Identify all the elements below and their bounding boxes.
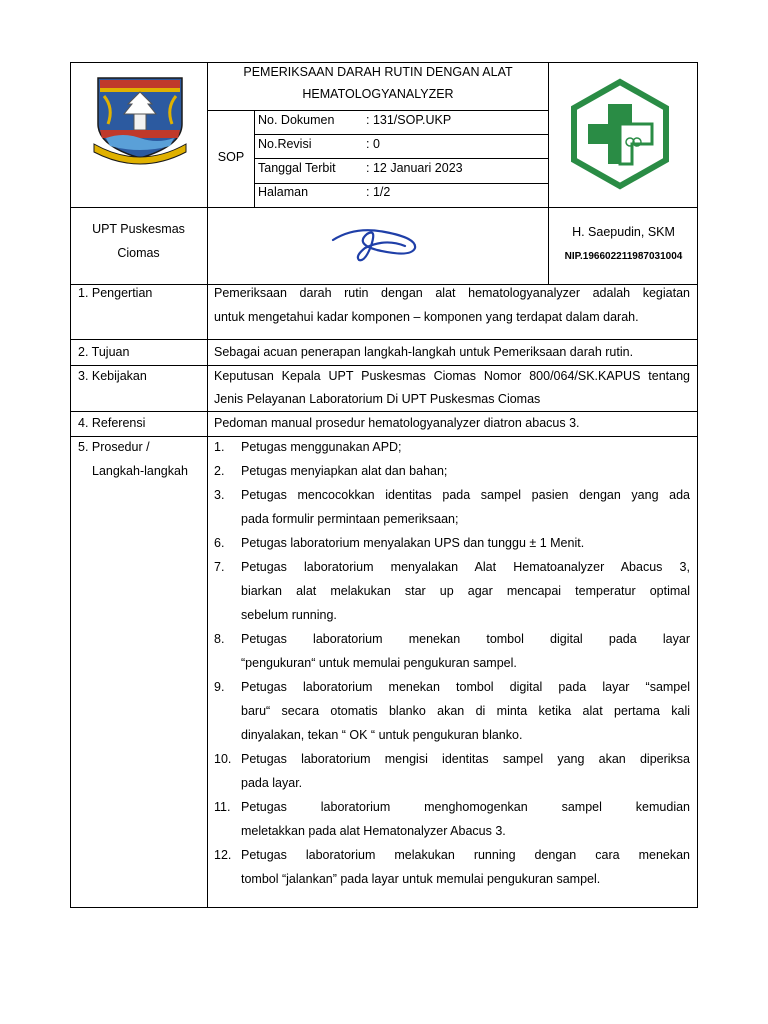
step-text: sebelum running. <box>241 608 337 622</box>
step-text: pada layar. <box>241 776 303 790</box>
step-text: Petugas laboratorium menyalakan UPS dan tunggu ± 1 Menit. <box>241 536 585 550</box>
step-text: Petugas laboratorium melakukan running dengan cara menekan <box>241 848 690 862</box>
step-number: 2. <box>214 464 225 478</box>
sop-label: SOP <box>217 150 245 164</box>
step-number: 3. <box>214 488 225 502</box>
signer-nip: NIP.196602211987031004 <box>564 251 683 262</box>
section-label-prosedur-2: Langkah-langkah <box>92 464 188 478</box>
step-number: 6. <box>214 536 225 550</box>
step-text: biarkan alat melakukan star up agar mencapai temperatur optimal <box>241 584 690 598</box>
org-name-line-1: UPT Puskesmas <box>92 222 185 236</box>
step-text: Petugas laboratorium mengisi identitas sampel yang akan diperiksa <box>241 752 690 766</box>
divider-header <box>70 207 698 208</box>
kebijakan-line-1: Keputusan Kepala UPT Puskesmas Ciomas Nomor 800/064/SK.KAPUS tentang <box>214 369 690 383</box>
step-text: Petugas laboratorium menekan tombol digital pada layar <box>241 632 690 646</box>
step-text: meletakkan pada alat Hematonalyzer Abacus 3. <box>241 824 506 838</box>
step-number: 12. <box>214 848 232 862</box>
step-text: Petugas menyiapkan alat dan bahan; <box>241 464 448 478</box>
section-label-kebijakan: 3. Kebijakan <box>78 369 147 383</box>
step-number: 7. <box>214 560 225 574</box>
meta-value-revision: : 0 <box>366 137 380 151</box>
section-label-tujuan: 2. Tujuan <box>78 345 130 359</box>
meta-value-date: : 12 Januari 2023 <box>366 161 463 175</box>
border-right <box>697 62 698 908</box>
pengertian-line-1: Pemeriksaan darah rutin dengan alat hematologyanalyzer adalah kegiatan <box>214 286 690 300</box>
step-text: Petugas menggunakan APD; <box>241 440 402 454</box>
pengertian-line-2: untuk mengetahui kadar komponen – komponen yang terdapat dalam darah. <box>214 310 639 324</box>
meta-label-revision: No.Revisi <box>258 137 312 151</box>
divider-meta-2 <box>254 158 548 159</box>
meta-label-page: Halaman <box>258 185 309 199</box>
meta-value-page: : 1/2 <box>366 185 391 199</box>
border-top <box>70 62 698 63</box>
meta-value-doc-number: : 131/SOP.UKP <box>366 113 452 127</box>
step-text: dinyalakan, tekan “ OK “ untuk pengukuran blanko. <box>241 728 523 742</box>
tujuan-text: Sebagai acuan penerapan langkah-langkah untuk Pemeriksaan darah rutin. <box>214 345 634 359</box>
divider-sign <box>70 284 698 285</box>
step-text: tombol “jalankan” pada layar untuk memulai pengukuran sampel. <box>241 872 601 886</box>
section-label-pengertian: 1. Pengertian <box>78 286 153 300</box>
divider-col-1 <box>207 62 208 908</box>
signer-name: H. Saepudin, SKM <box>572 225 675 239</box>
doc-title-line-2: HEMATOLOGYANALYZER <box>302 87 454 101</box>
meta-label-doc-number: No. Dokumen <box>258 113 335 127</box>
step-text: Petugas laboratorium menghomogenkan sampel kemudian <box>241 800 690 814</box>
step-text: “pengukuran“ untuk memulai pengukuran sampel. <box>241 656 517 670</box>
puskesmas-logo-icon <box>568 78 672 190</box>
divider-sec-1 <box>70 339 698 340</box>
step-number: 8. <box>214 632 225 646</box>
divider-sec-3 <box>70 411 698 412</box>
signature-icon <box>325 220 425 266</box>
step-text: pada formulir permintaan pemeriksaan; <box>241 512 459 526</box>
doc-title-line-1: PEMERIKSAAN DARAH RUTIN DENGAN ALAT <box>243 65 513 79</box>
section-label-prosedur-1: 5. Prosedur / <box>78 440 150 454</box>
regional-emblem-icon <box>90 74 190 166</box>
divider-title <box>207 110 548 111</box>
divider-sec-2 <box>70 365 698 366</box>
step-number: 10. <box>214 752 232 766</box>
sop-document <box>70 62 698 908</box>
step-number: 11. <box>214 800 231 814</box>
step-number: 9. <box>214 680 225 694</box>
border-left <box>70 62 71 908</box>
meta-label-date: Tanggal Terbit <box>258 161 336 175</box>
step-text: Petugas mencocokkan identitas pada sampel pasien dengan yang ada <box>241 488 690 502</box>
org-name-line-2: Ciomas <box>117 246 160 260</box>
step-number: 1. <box>214 440 225 454</box>
border-bottom <box>70 907 698 908</box>
step-text: baru“ secara otomatis blanko akan di minta ketika alat pertama kali <box>241 704 690 718</box>
divider-meta-3 <box>254 183 548 184</box>
step-text: Petugas laboratorium menyalakan Alat Hematoanalyzer Abacus 3, <box>241 560 690 574</box>
divider-sec-4 <box>70 436 698 437</box>
step-text: Petugas laboratorium menekan tombol digital pada layar “sampel <box>241 680 690 694</box>
referensi-text: Pedoman manual prosedur hematologyanalyzer diatron abacus 3. <box>214 416 580 430</box>
divider-meta-1 <box>254 134 548 135</box>
kebijakan-line-2: Jenis Pelayanan Laboratorium Di UPT Puskesmas Ciomas <box>214 392 541 406</box>
section-label-referensi: 4. Referensi <box>78 416 146 430</box>
